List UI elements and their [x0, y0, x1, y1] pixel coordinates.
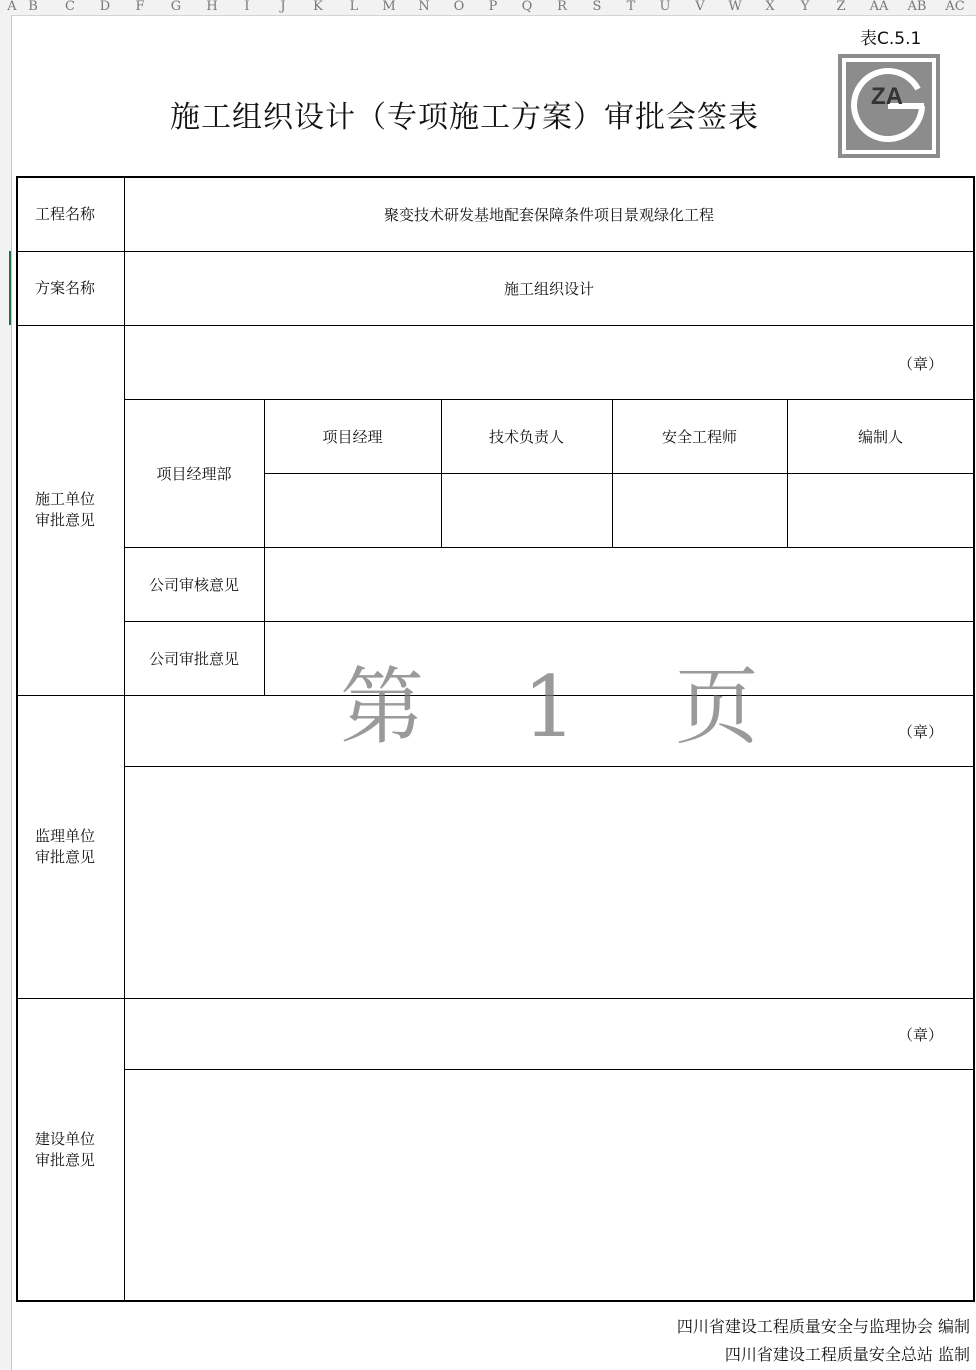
plan-name-label: 方案名称 [35, 278, 96, 297]
supervisor-opinion-label: 监理单位 审批意见 [35, 826, 96, 866]
form-number: 表C.5.1 [860, 29, 922, 49]
column-header-B[interactable]: B [28, 0, 38, 14]
column-header-AB[interactable]: AB [907, 0, 927, 14]
role-safety-engineer: 安全工程师 [661, 427, 737, 446]
seal-label: （章） [898, 723, 944, 741]
column-header-R[interactable]: R [557, 0, 567, 14]
column-header-D[interactable]: D [99, 0, 111, 14]
pm-dept-label: 项目经理部 [156, 464, 232, 483]
role-project-manager: 项目经理 [322, 427, 383, 446]
column-header-V[interactable]: V [695, 0, 705, 14]
column-header-J[interactable]: J [280, 0, 286, 14]
plan-name-value[interactable]: 施工组织设计 [503, 279, 594, 298]
column-header-N[interactable]: N [418, 0, 430, 14]
page-title: 施工组织设计（专项施工方案）审批会签表 [170, 100, 759, 135]
column-header-T[interactable]: T [626, 0, 636, 14]
selected-row-indicator [9, 251, 11, 325]
column-header-Z[interactable]: Z [836, 0, 846, 14]
column-header-bar [0, 0, 976, 16]
contractor-opinion-label: 施工单位 审批意见 [35, 490, 96, 529]
column-header-W[interactable]: W [728, 0, 742, 14]
column-header-A[interactable]: A [7, 0, 17, 14]
column-header-X[interactable]: X [765, 0, 775, 14]
column-header-F[interactable]: F [135, 0, 145, 14]
seal-label: （章） [898, 1026, 944, 1044]
logo [838, 54, 940, 158]
column-header-U[interactable]: U [659, 0, 671, 14]
column-header-M[interactable]: M [382, 0, 396, 14]
company-approve-label: 公司审批意见 [148, 649, 239, 668]
role-compiler: 编制人 [857, 427, 903, 446]
svg-text:ZA: ZA [871, 83, 903, 110]
column-header-P[interactable]: P [488, 0, 498, 14]
column-header-S[interactable]: S [592, 0, 602, 14]
column-header-K[interactable]: K [313, 0, 323, 14]
column-header-AC[interactable]: AC [945, 0, 965, 14]
seal-label: （章） [898, 355, 944, 373]
column-header-Y[interactable]: Y [800, 0, 810, 14]
owner-opinion-label: 建设单位 审批意见 [35, 1129, 96, 1169]
column-header-O[interactable]: O [453, 0, 465, 14]
column-header-H[interactable]: H [206, 0, 218, 14]
role-technical-lead: 技术负责人 [488, 427, 564, 446]
project-name-value[interactable]: 聚变技术研发基地配套保障条件项目景观绿化工程 [383, 205, 714, 224]
page-watermark: 第 1 页 [340, 658, 795, 756]
column-header-Q[interactable]: Q [521, 0, 533, 14]
footer-compiler: 四川省建设工程质量安全与监理协会 编制 [676, 1317, 970, 1336]
column-header-I[interactable]: I [244, 0, 250, 14]
row-header-bar [0, 15, 12, 1370]
company-review-label: 公司审核意见 [148, 575, 239, 594]
column-header-AA[interactable]: AA [869, 0, 889, 14]
column-header-L[interactable]: L [349, 0, 359, 14]
column-header-G[interactable]: G [170, 0, 182, 14]
footer-supervisor: 四川省建设工程质量安全总站 监制 [724, 1345, 970, 1364]
column-header-C[interactable]: C [65, 0, 75, 14]
project-name-label: 工程名称 [35, 204, 96, 223]
